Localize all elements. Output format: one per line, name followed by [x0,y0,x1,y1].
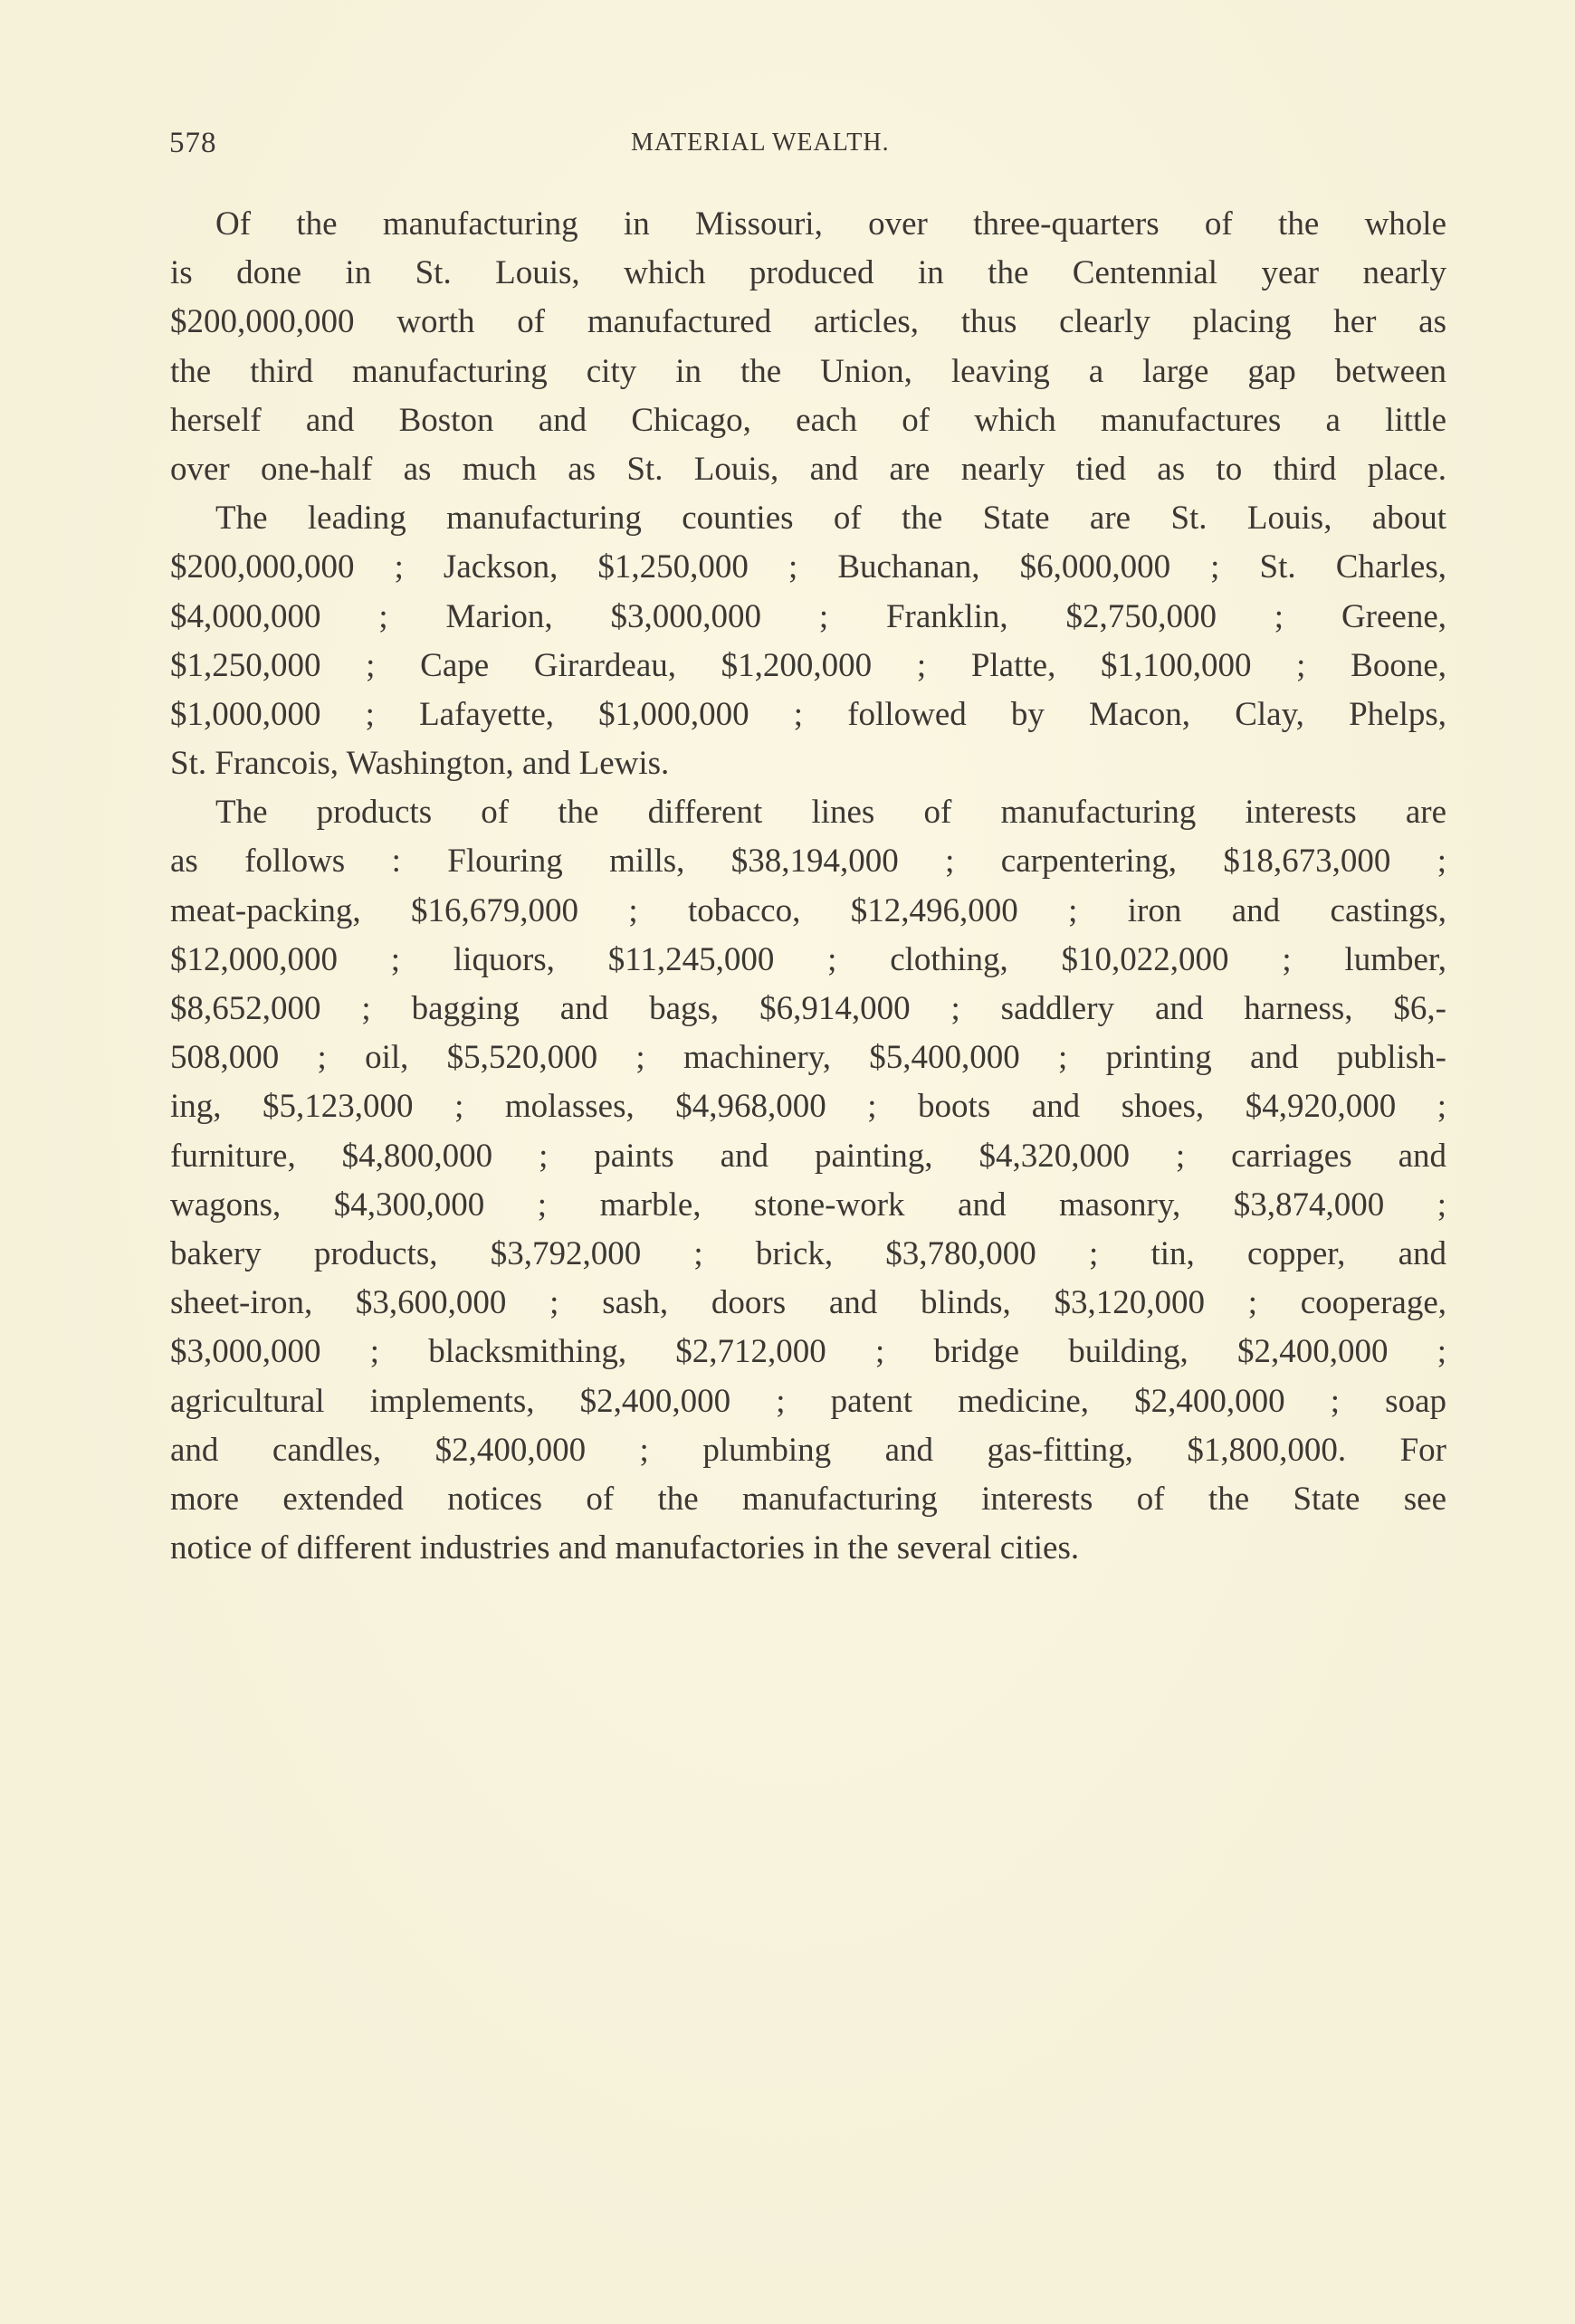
running-title: MATERIAL WEALTH. [631,129,890,157]
paragraph-product-lines [170,788,1446,1573]
text-line: $4,000,000 ; Marion, $3,000,000 ; Franklin, $2,750,000 ; Greene, [170,597,1446,635]
text-line: more extended notices of the manufacturing interests of the State see [170,1480,1446,1518]
text-line: bakery products, $3,792,000 ; brick, $3,780,000 ; tin, copper, and [170,1234,1446,1272]
text-line: $1,000,000 ; Lafayette, $1,000,000 ; followed by Macon, Clay, Phelps, [170,695,1446,733]
text-line: herself and Boston and Chicago, each of which manufactures a little [170,401,1446,439]
body-text [170,200,1446,1573]
text-line: wagons, $4,300,000 ; marble, stone-work and masonry, $3,874,000 ; [170,1186,1446,1224]
paragraph-st-louis-manufacturing [170,200,1446,494]
text-line: as follows : Flouring mills, $38,194,000 ; carpentering, $18,673,000 ; [170,843,1446,881]
text-line: $8,652,000 ; bagging and bags, $6,914,000 ; saddlery and harness, $6,- [170,990,1446,1027]
text-line: and candles, $2,400,000 ; plumbing and gas-fitting, $1,800,000. For [170,1431,1446,1469]
text-line: Of the manufacturing in Missouri, over three-quarters of the whole [215,205,1446,243]
text-line: is done in St. Louis, which produced in the Centennial year nearly [170,254,1446,292]
text-line: notice of different industries and manufactories in the several cities. [170,1529,1080,1567]
paragraph-leading-counties [170,494,1446,788]
text-line: furniture, $4,800,000 ; paints and painting, $4,320,000 ; carriages and [170,1137,1446,1175]
page-number: 578 [169,127,217,159]
text-line: $1,250,000 ; Cape Girardeau, $1,200,000 ; Platte, $1,100,000 ; Boone, [170,646,1446,684]
text-line: $12,000,000 ; liquors, $11,245,000 ; clothing, $10,022,000 ; lumber, [170,940,1446,978]
text-line: sheet-iron, $3,600,000 ; sash, doors and blinds, $3,120,000 ; cooperage, [170,1284,1446,1322]
text-line: meat-packing, $16,679,000 ; tobacco, $12,496,000 ; iron and castings, [170,891,1446,929]
text-line: 508,000 ; oil, $5,520,000 ; machinery, $5,400,000 ; printing and publish- [170,1039,1446,1077]
text-line: the third manufacturing city in the Union, leaving a large gap between [170,352,1446,390]
text-line: $200,000,000 ; Jackson, $1,250,000 ; Buchanan, $6,000,000 ; St. Charles, [170,548,1446,586]
text-line: ing, $5,123,000 ; molasses, $4,968,000 ; boots and shoes, $4,920,000 ; [170,1088,1446,1126]
text-line: The products of the different lines of manufacturing interests are [215,794,1446,832]
text-line: St. Francois, Washington, and Lewis. [170,745,670,783]
text-line: $3,000,000 ; blacksmithing, $2,712,000 ; bridge building, $2,400,000 ; [170,1333,1446,1371]
text-line: $200,000,000 worth of manufactured articles, thus clearly placing her as [170,303,1446,341]
text-line: over one-half as much as St. Louis, and are nearly tied as to third place. [170,450,1446,488]
text-line: agricultural implements, $2,400,000 ; patent medicine, $2,400,000 ; soap [170,1382,1446,1420]
text-line: The leading manufacturing counties of the State are St. Louis, about [215,500,1446,538]
running-head [169,127,1446,163]
